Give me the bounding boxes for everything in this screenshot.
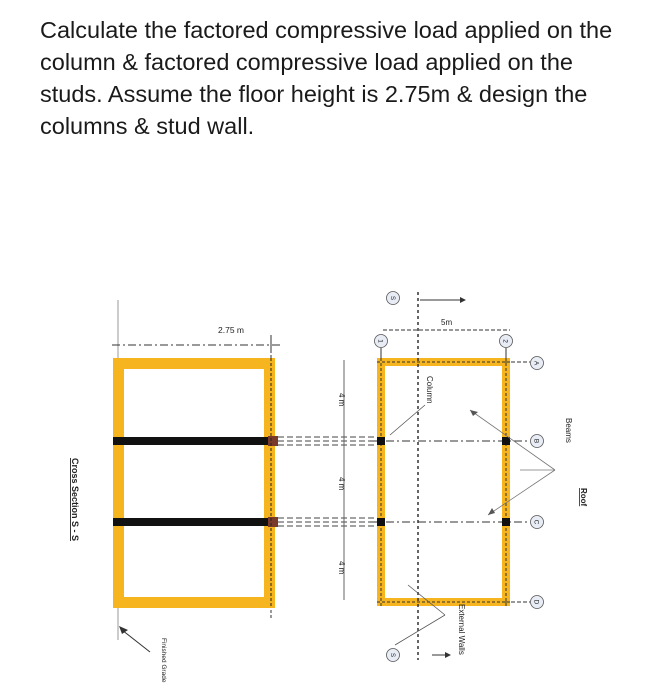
svg-text:S: S <box>389 652 395 658</box>
plan-view <box>337 292 588 662</box>
svg-text:2: 2 <box>501 339 509 343</box>
section-cut-arrow-icon <box>460 297 466 303</box>
section-frame-inner <box>124 369 264 597</box>
question-text: Calculate the factored compressive load applied on the column & factored compressive load applied on the studs. Assume the floor height is 2.75m & design the columns & stud wall. <box>40 17 613 139</box>
grade-leader-line <box>122 630 150 652</box>
svg-text:A: A <box>532 360 540 366</box>
floor-beam-2 <box>113 518 275 526</box>
spacing-label-1: 4 m <box>337 393 346 407</box>
column-c2 <box>502 518 510 526</box>
width-label: 5m <box>441 318 453 327</box>
height-label: 2.75 m <box>218 325 244 335</box>
grid-bubble-1 <box>375 335 388 348</box>
section-title: Cross Section S - S <box>70 458 80 542</box>
plan-walls-inner <box>385 366 502 598</box>
spacing-label-3: 4 m <box>337 561 346 575</box>
grid-bubble-a <box>531 357 544 370</box>
spacing-label-2: 4 m <box>337 477 346 491</box>
beams-label: Beams <box>564 418 573 443</box>
beam-end-block-1 <box>268 436 278 446</box>
roof-label: Roof <box>579 488 588 507</box>
floor-beam-1 <box>113 437 275 445</box>
grid-bubble-b <box>531 435 544 448</box>
grade-label: Finished Grade <box>160 638 167 683</box>
section-marker-bottom <box>387 649 400 662</box>
column-label: Column <box>425 376 434 404</box>
walls-label: External Walls <box>457 604 466 655</box>
svg-text:D: D <box>532 599 540 605</box>
svg-text:C: C <box>532 519 540 525</box>
connection-lines <box>278 437 380 526</box>
column-c1 <box>377 518 385 526</box>
grid-bubble-c <box>531 516 544 529</box>
grid-bubble-2 <box>500 335 513 348</box>
cross-section <box>70 300 282 683</box>
walls-leader-line-2 <box>395 615 445 645</box>
column-b2 <box>502 437 510 445</box>
beam-end-block-2 <box>268 517 278 527</box>
section-marker-top <box>387 292 400 305</box>
walls-arrow-icon <box>445 652 451 658</box>
svg-text:S: S <box>389 295 395 301</box>
column-b1 <box>377 437 385 445</box>
grade-arrow-icon <box>119 626 128 634</box>
svg-text:1: 1 <box>376 339 384 343</box>
svg-text:B: B <box>532 438 540 444</box>
grid-bubble-d <box>531 596 544 609</box>
